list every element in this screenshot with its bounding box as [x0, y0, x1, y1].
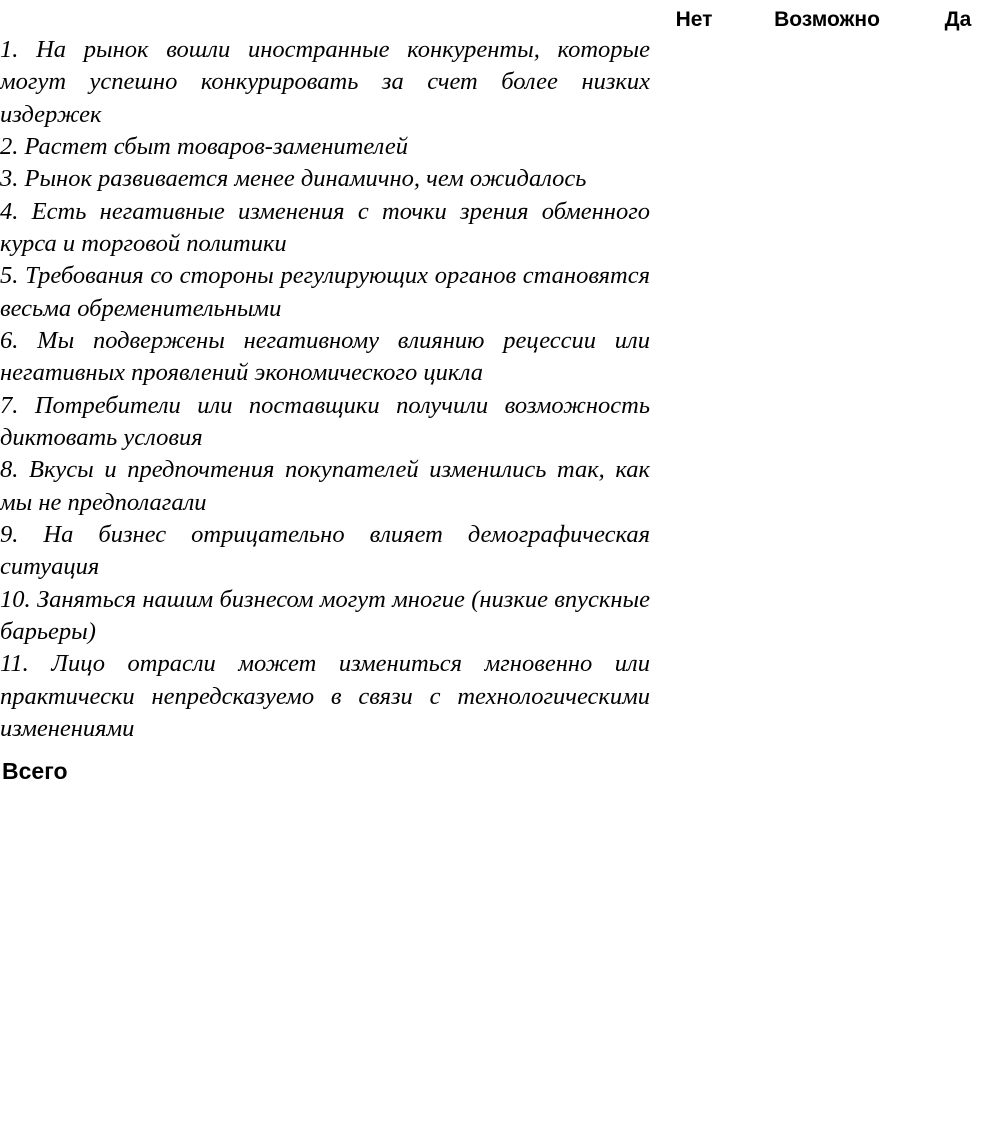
checkbox-cell-no[interactable] [650, 390, 738, 455]
checkbox-cell-yes[interactable] [916, 584, 1000, 649]
question-text: 5. Требования со стороны регулирующих органов становятся весьма обременительными [0, 262, 650, 322]
checkbox-cell-yes[interactable] [916, 648, 1000, 745]
checklist-table [0, 34, 1000, 745]
checkbox-cell-no[interactable] [650, 260, 738, 325]
question-text: 11. Лицо отрасли может измениться мгновенно или практически непредсказуемо в связи с технологическими изменениями [0, 650, 650, 742]
checkbox-cell-maybe[interactable] [738, 519, 916, 584]
table-header-row [0, 0, 1000, 34]
table-row [0, 390, 1000, 455]
table-row [0, 131, 1000, 163]
checkbox-cell-maybe[interactable] [738, 260, 916, 325]
checkbox-cell-maybe[interactable] [738, 131, 916, 163]
table-row [0, 325, 1000, 390]
question-text: 8. Вкусы и предпочтения покупателей изменились так, как мы не предполагали [0, 456, 650, 516]
table-row [0, 260, 1000, 325]
table-row [0, 196, 1000, 261]
question-text: 7. Потребители или поставщики получили возможность диктовать условия [0, 391, 650, 451]
checkbox-cell-no[interactable] [650, 196, 738, 261]
table-row [0, 454, 1000, 519]
question-text: 10. Заняться нашим бизнесом могут многие (низкие впускные барьеры) [0, 585, 650, 645]
checkbox-cell-maybe[interactable] [738, 325, 916, 390]
checkbox-cell-maybe[interactable] [738, 584, 916, 649]
table-row [0, 584, 1000, 649]
checkbox-cell-no[interactable] [650, 648, 738, 745]
question-text: 6. Мы подвержены негативному влиянию рецессии или негативных проявлений экономического цикла [0, 326, 650, 387]
checkbox-cell-no[interactable] [650, 454, 738, 519]
checkbox-cell-maybe[interactable] [738, 648, 916, 745]
checkbox-cell-maybe[interactable] [738, 163, 916, 195]
checkbox-cell-yes[interactable] [916, 325, 1000, 390]
checkbox-cell-yes[interactable] [916, 196, 1000, 261]
column-header-yes: Да [944, 8, 972, 31]
checkbox-cell-yes[interactable] [916, 260, 1000, 325]
checkbox-cell-no[interactable] [650, 519, 738, 584]
question-text: 1. На рынок вошли иностранные конкуренты, которые могут успешно конкурировать за счет более низких издержек [0, 36, 650, 128]
checkbox-cell-maybe[interactable] [738, 454, 916, 519]
table-row [0, 163, 1000, 195]
checkbox-cell-no[interactable] [650, 584, 738, 649]
checkbox-cell-no[interactable] [650, 163, 738, 195]
checkbox-cell-maybe[interactable] [738, 196, 916, 261]
question-text: 3. Рынок развивается менее динамично, чем ожидалось [0, 165, 587, 193]
checkbox-cell-maybe[interactable] [738, 34, 916, 131]
checkbox-cell-yes[interactable] [916, 34, 1000, 131]
checkbox-cell-yes[interactable] [916, 131, 1000, 163]
table-row [0, 519, 1000, 584]
table-row [0, 648, 1000, 745]
checkbox-cell-no[interactable] [650, 34, 738, 131]
checkbox-cell-yes[interactable] [916, 163, 1000, 195]
checkbox-cell-maybe[interactable] [738, 390, 916, 455]
checkbox-cell-yes[interactable] [916, 519, 1000, 584]
question-text: 4. Есть негативные изменения с точки зрения обменного курса и торговой политики [0, 197, 650, 257]
checkbox-cell-no[interactable] [650, 325, 738, 390]
column-header-maybe: Возможно [774, 8, 880, 31]
total-label: Всего [2, 758, 68, 785]
table-row [0, 34, 1000, 131]
checkbox-cell-no[interactable] [650, 131, 738, 163]
checkbox-cell-yes[interactable] [916, 390, 1000, 455]
column-header-no: Нет [675, 8, 713, 31]
question-text: 2. Растет сбыт товаров-заменителей [0, 132, 409, 160]
question-text: 9. На бизнес отрицательно влияет демографическая ситуация [0, 520, 650, 581]
checkbox-cell-yes[interactable] [916, 454, 1000, 519]
